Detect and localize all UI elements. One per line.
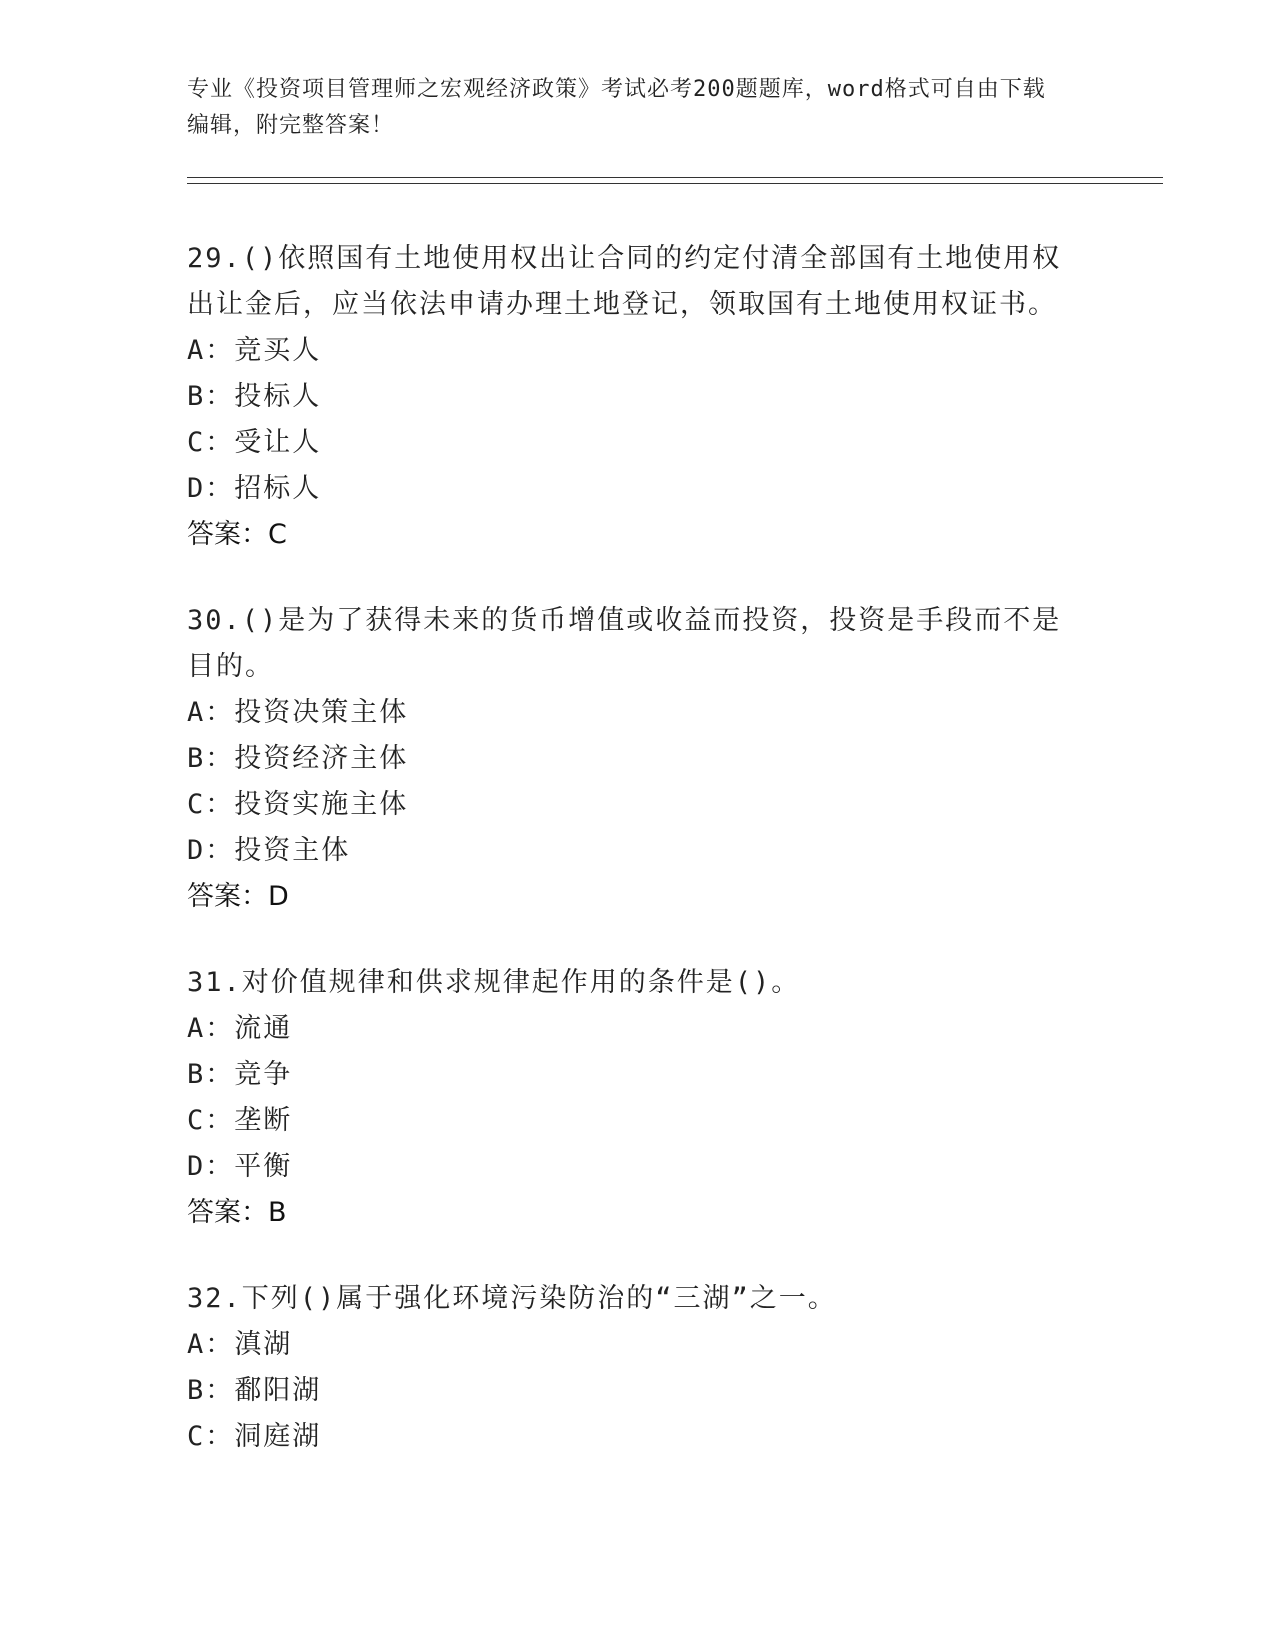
header-divider-bottom	[187, 183, 1163, 184]
document-header: 专业《投资项目管理师之宏观经济政策》考试必考200题题库，word格式可自由下载编辑，附完整答案！	[187, 77, 1046, 138]
option-d: D：投资主体	[187, 835, 351, 866]
option-a: A：滇湖	[187, 1329, 293, 1360]
question-text: 30.()是为了获得未来的货币增值或收益而投资，投资是手段而不是目的。	[187, 605, 1062, 682]
option-c: C：受让人	[187, 427, 322, 458]
option-d: D：招标人	[187, 473, 322, 504]
option-b: B：竞争	[187, 1059, 293, 1090]
option-b: B：投资经济主体	[187, 743, 409, 774]
question-text: 32.下列()属于强化环境污染防治的“三湖”之一。	[187, 1283, 837, 1314]
question-text: 31.对价值规律和供求规律起作用的条件是()。	[187, 967, 801, 998]
answer: 答案：B	[187, 1197, 287, 1228]
question-list	[187, 236, 1087, 1500]
answer: 答案：D	[187, 881, 289, 912]
question-32	[187, 1276, 1087, 1460]
header-divider-top	[187, 177, 1163, 178]
option-a: A：竞买人	[187, 335, 322, 366]
question-30	[187, 598, 1087, 920]
option-c: C：洞庭湖	[187, 1421, 322, 1452]
question-text: 29.()依照国有土地使用权出让合同的约定付清全部国有土地使用权出让金后，应当依法申请办理土地登记，领取国有土地使用权证书。	[187, 243, 1062, 320]
question-31	[187, 960, 1087, 1236]
option-a: A：流通	[187, 1013, 293, 1044]
question-29	[187, 236, 1087, 558]
answer: 答案：C	[187, 519, 287, 550]
option-b: B：投标人	[187, 381, 322, 412]
option-c: C：投资实施主体	[187, 789, 409, 820]
option-c: C：垄断	[187, 1105, 293, 1136]
option-b: B：鄱阳湖	[187, 1375, 322, 1406]
option-d: D：平衡	[187, 1151, 293, 1182]
option-a: A：投资决策主体	[187, 697, 409, 728]
